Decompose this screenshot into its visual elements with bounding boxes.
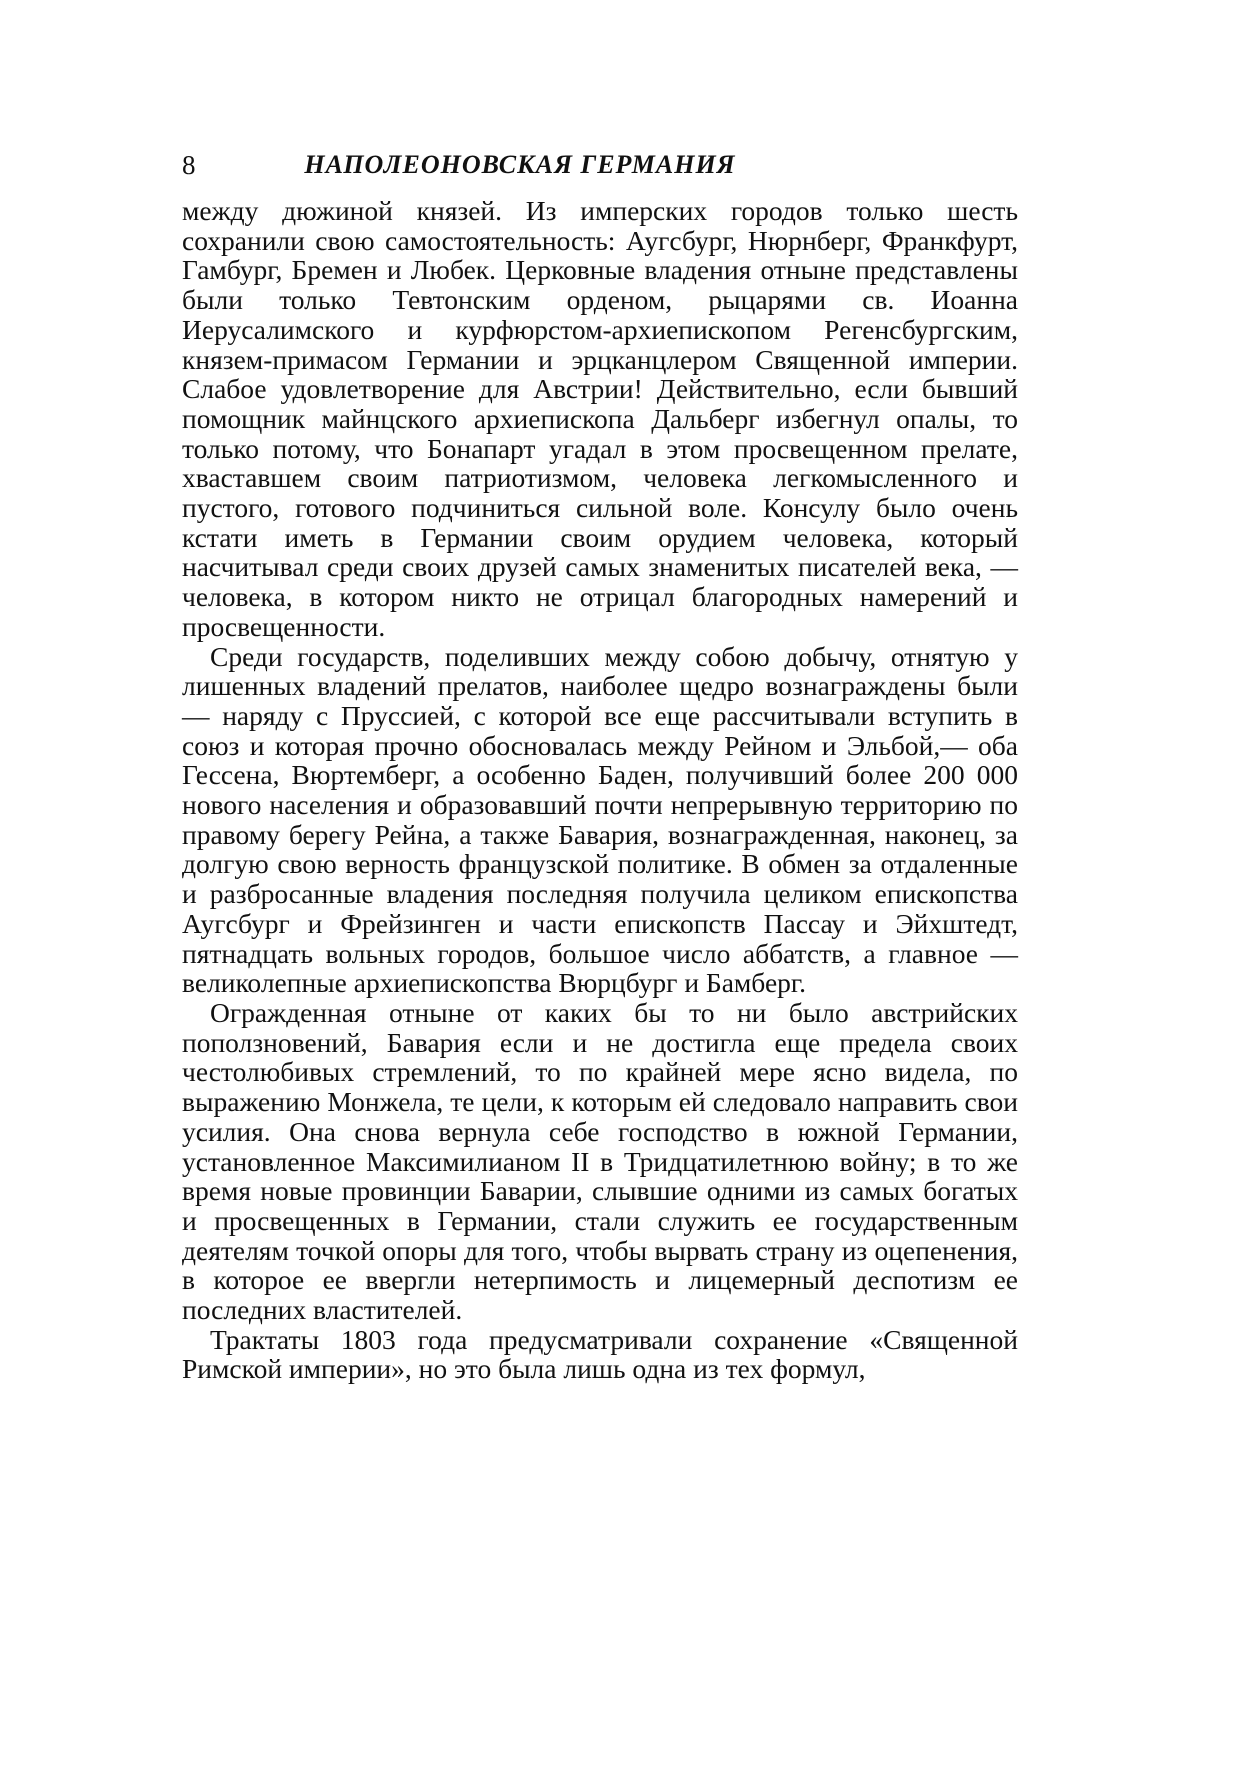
paragraph: Среди государств, поделивших между собою добычу, отнятую у лишенных владений прелатов, наиболее щедро вознаграждены были — наряду с Пруссией, с которой все еще рассчитывали вступить в союз и которая прочно обосновалась между Рейном и Эльбой,— оба Гессена, Вюртемберг, а особенно Баден, получивший более 200 000 нового населения и образовавший почти непрерывную территорию по правому берегу Рейна, а также Бавария, вознагражденная, наконец, за долгую свою верность французской политике. В обмен за отдаленные и разбросанные владения последняя получила целиком епископства Аугсбург и Фрейзинген и части епископств Пассау и Эйхштедт, пятнадцать вольных городов, большое число аббатств, а главное — великолепные архиепископства Вюрцбург и Бамберг. — [182, 640, 1018, 999]
running-title: НАПОЛЕОНОВСКАЯ ГЕРМАНИЯ — [304, 150, 736, 179]
page-number: 8 — [182, 150, 196, 180]
paragraph: Огражденная отныне от каких бы то ни было австрийских поползновений, Бавария если и не достигла еще предела своих честолюбивых стремлений, то по крайней мере ясно видела, по выражению Монжела, те цели, к которым ей следовало направить свои усилия. Она снова вернула себе господство в южной Германии, установленное Максимилианом II в Тридцатилетнюю войну; в то же время новые провинции Баварии, слывшие одними из самых богатых и просвещенных в Германии, стали служить ее государственным деятелям точкой опоры для того, чтобы вырвать страну из оцепенения, в которое ее ввергли нетерпимость и лицемерный деспотизм ее последних властителей. — [182, 996, 1018, 1326]
paragraph: Трактаты 1803 года предусматривали сохранение «Священной Римской империи», но это была лишь одна из тех формул, — [182, 1323, 1018, 1385]
body-text — [182, 196, 1018, 1384]
running-head — [182, 148, 818, 188]
paragraph-continued: между дюжиной князей. Из имперских городов только шесть сохранили свою самостоятельность: Аугсбург, Нюрнберг, Франкфурт, Гамбург, Бремен и Любек. Церковные владения отныне представлены были только Тевтонским орденом, рыцарями св. Иоанна Иерусалимского и курфюрстом-архиепископом Регенсбургским, князем-примасом Германии и эрцканцлером Священной империи. Слабое удовлетворение для Австрии! Действительно, если бывший помощник майнцского архиепископа Дальберг избегнул опалы, то только потому, что Бонапарт угадал в этом просвещенном прелате, хваставшем своим патриотизмом, человека легкомысленного и пустого, готового подчиниться сильной воле. Консулу было очень кстати иметь в Германии своим орудием человека, который насчитывал среди своих друзей самых знаменитых писателей века, — человека, в котором никто не отрицал благородных намерений и просвещенности. — [182, 195, 1018, 642]
